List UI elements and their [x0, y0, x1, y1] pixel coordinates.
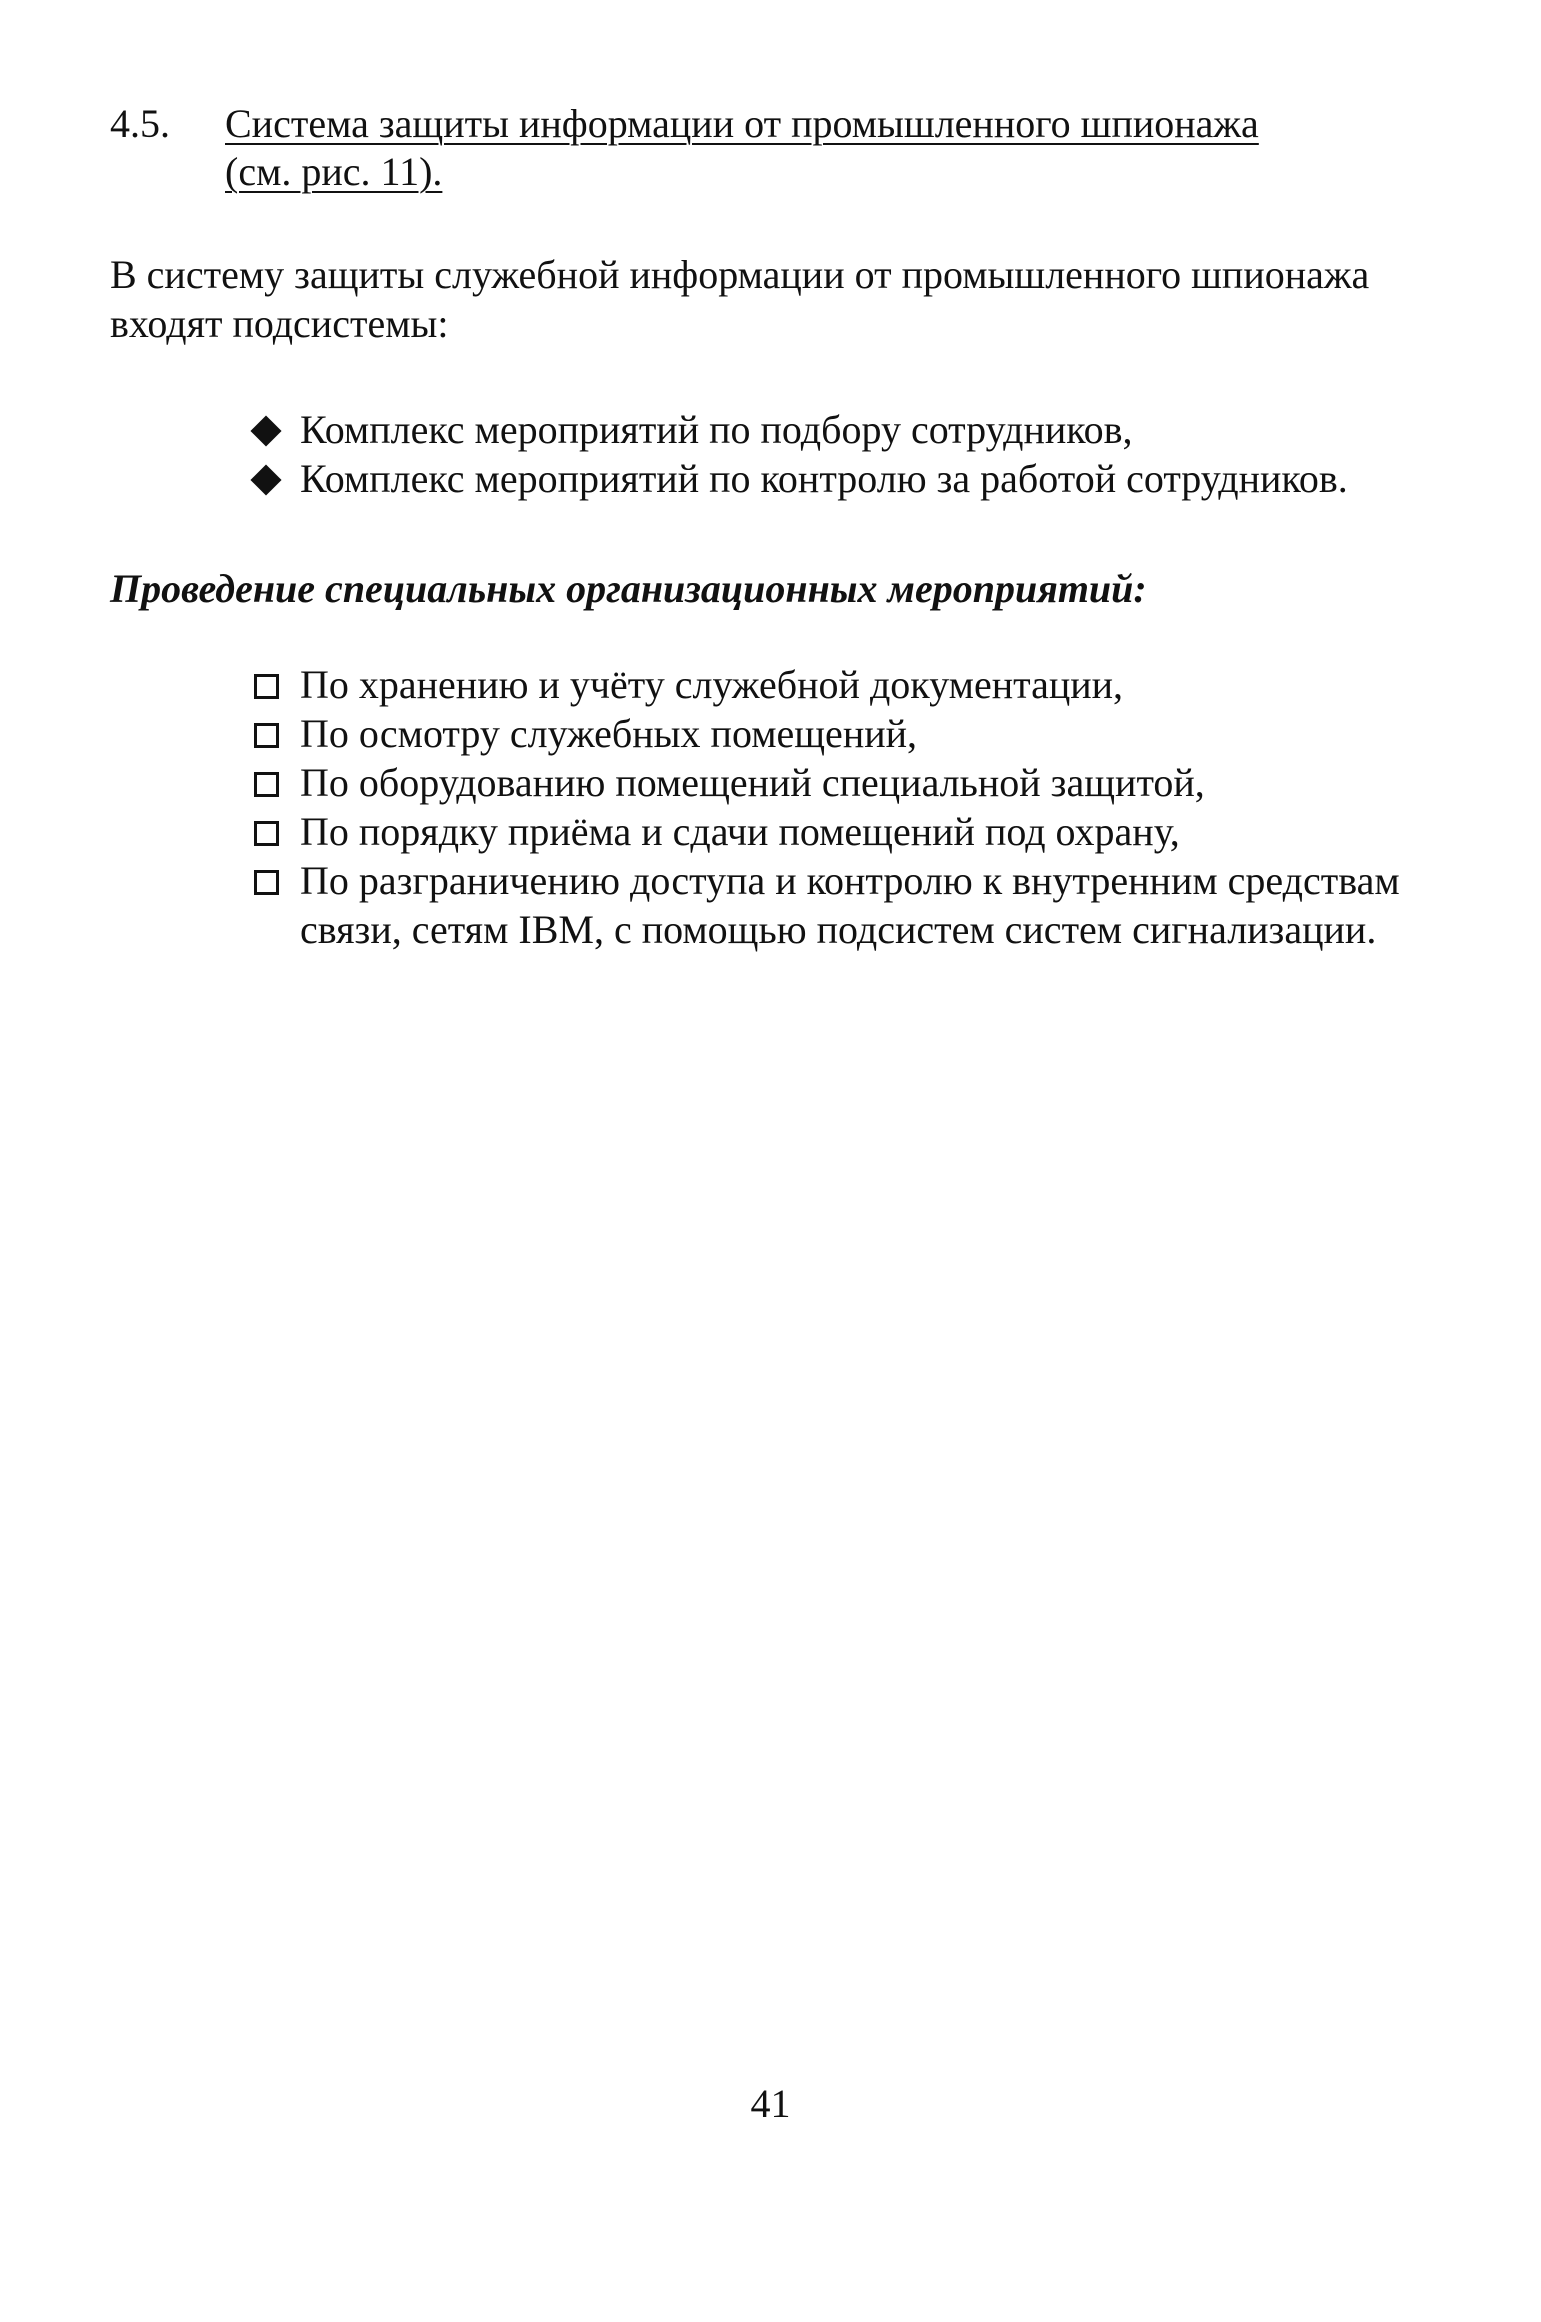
list-item-text: По порядку приёма и сдачи помещений под охрану, [300, 809, 1180, 854]
square-bullet-icon [254, 723, 279, 748]
list-item-text: По оборудованию помещений специальной защитой, [300, 760, 1205, 805]
diamond-bullet-icon [250, 464, 281, 495]
list-item-text: Комплекс мероприятий по контролю за работой сотрудников. [300, 456, 1348, 501]
measures-list [250, 660, 1450, 954]
list-item [250, 758, 1450, 807]
diamond-bullet-icon [250, 415, 281, 446]
square-bullet-icon [254, 870, 279, 895]
list-item [250, 405, 1450, 454]
intro-paragraph: В систему защиты служебной информации от промышленного шпионажа входят подсистемы: [110, 252, 1370, 346]
list-item-text: По осмотру служебных помещений, [300, 711, 918, 756]
list-item [250, 856, 1450, 954]
list-item [250, 454, 1450, 503]
list-item-text: Комплекс мероприятий по подбору сотрудников, [300, 407, 1133, 452]
section-number: 4.5. [110, 101, 170, 146]
square-bullet-icon [254, 674, 279, 699]
square-bullet-icon [254, 772, 279, 797]
list-item-text: По хранению и учёту служебной документации, [300, 662, 1124, 707]
section-title-line-1: Система защиты информации от промышленного шпионажа [225, 101, 1259, 146]
list-item [250, 660, 1450, 709]
list-item [250, 807, 1450, 856]
list-item-text: По разграничению доступа и контролю к внутренним средствам связи, сетям IBM, с помощью подсистем систем сигнализации. [300, 858, 1400, 952]
page-number: 41 [750, 2081, 791, 2126]
subsystems-list [250, 405, 1450, 503]
section-title [225, 100, 1425, 196]
section-title-line-2: (см. рис. 11). [225, 149, 443, 194]
subheading: Проведение специальных организационных мероприятий: [110, 566, 1147, 611]
list-item [250, 709, 1450, 758]
square-bullet-icon [254, 821, 279, 846]
